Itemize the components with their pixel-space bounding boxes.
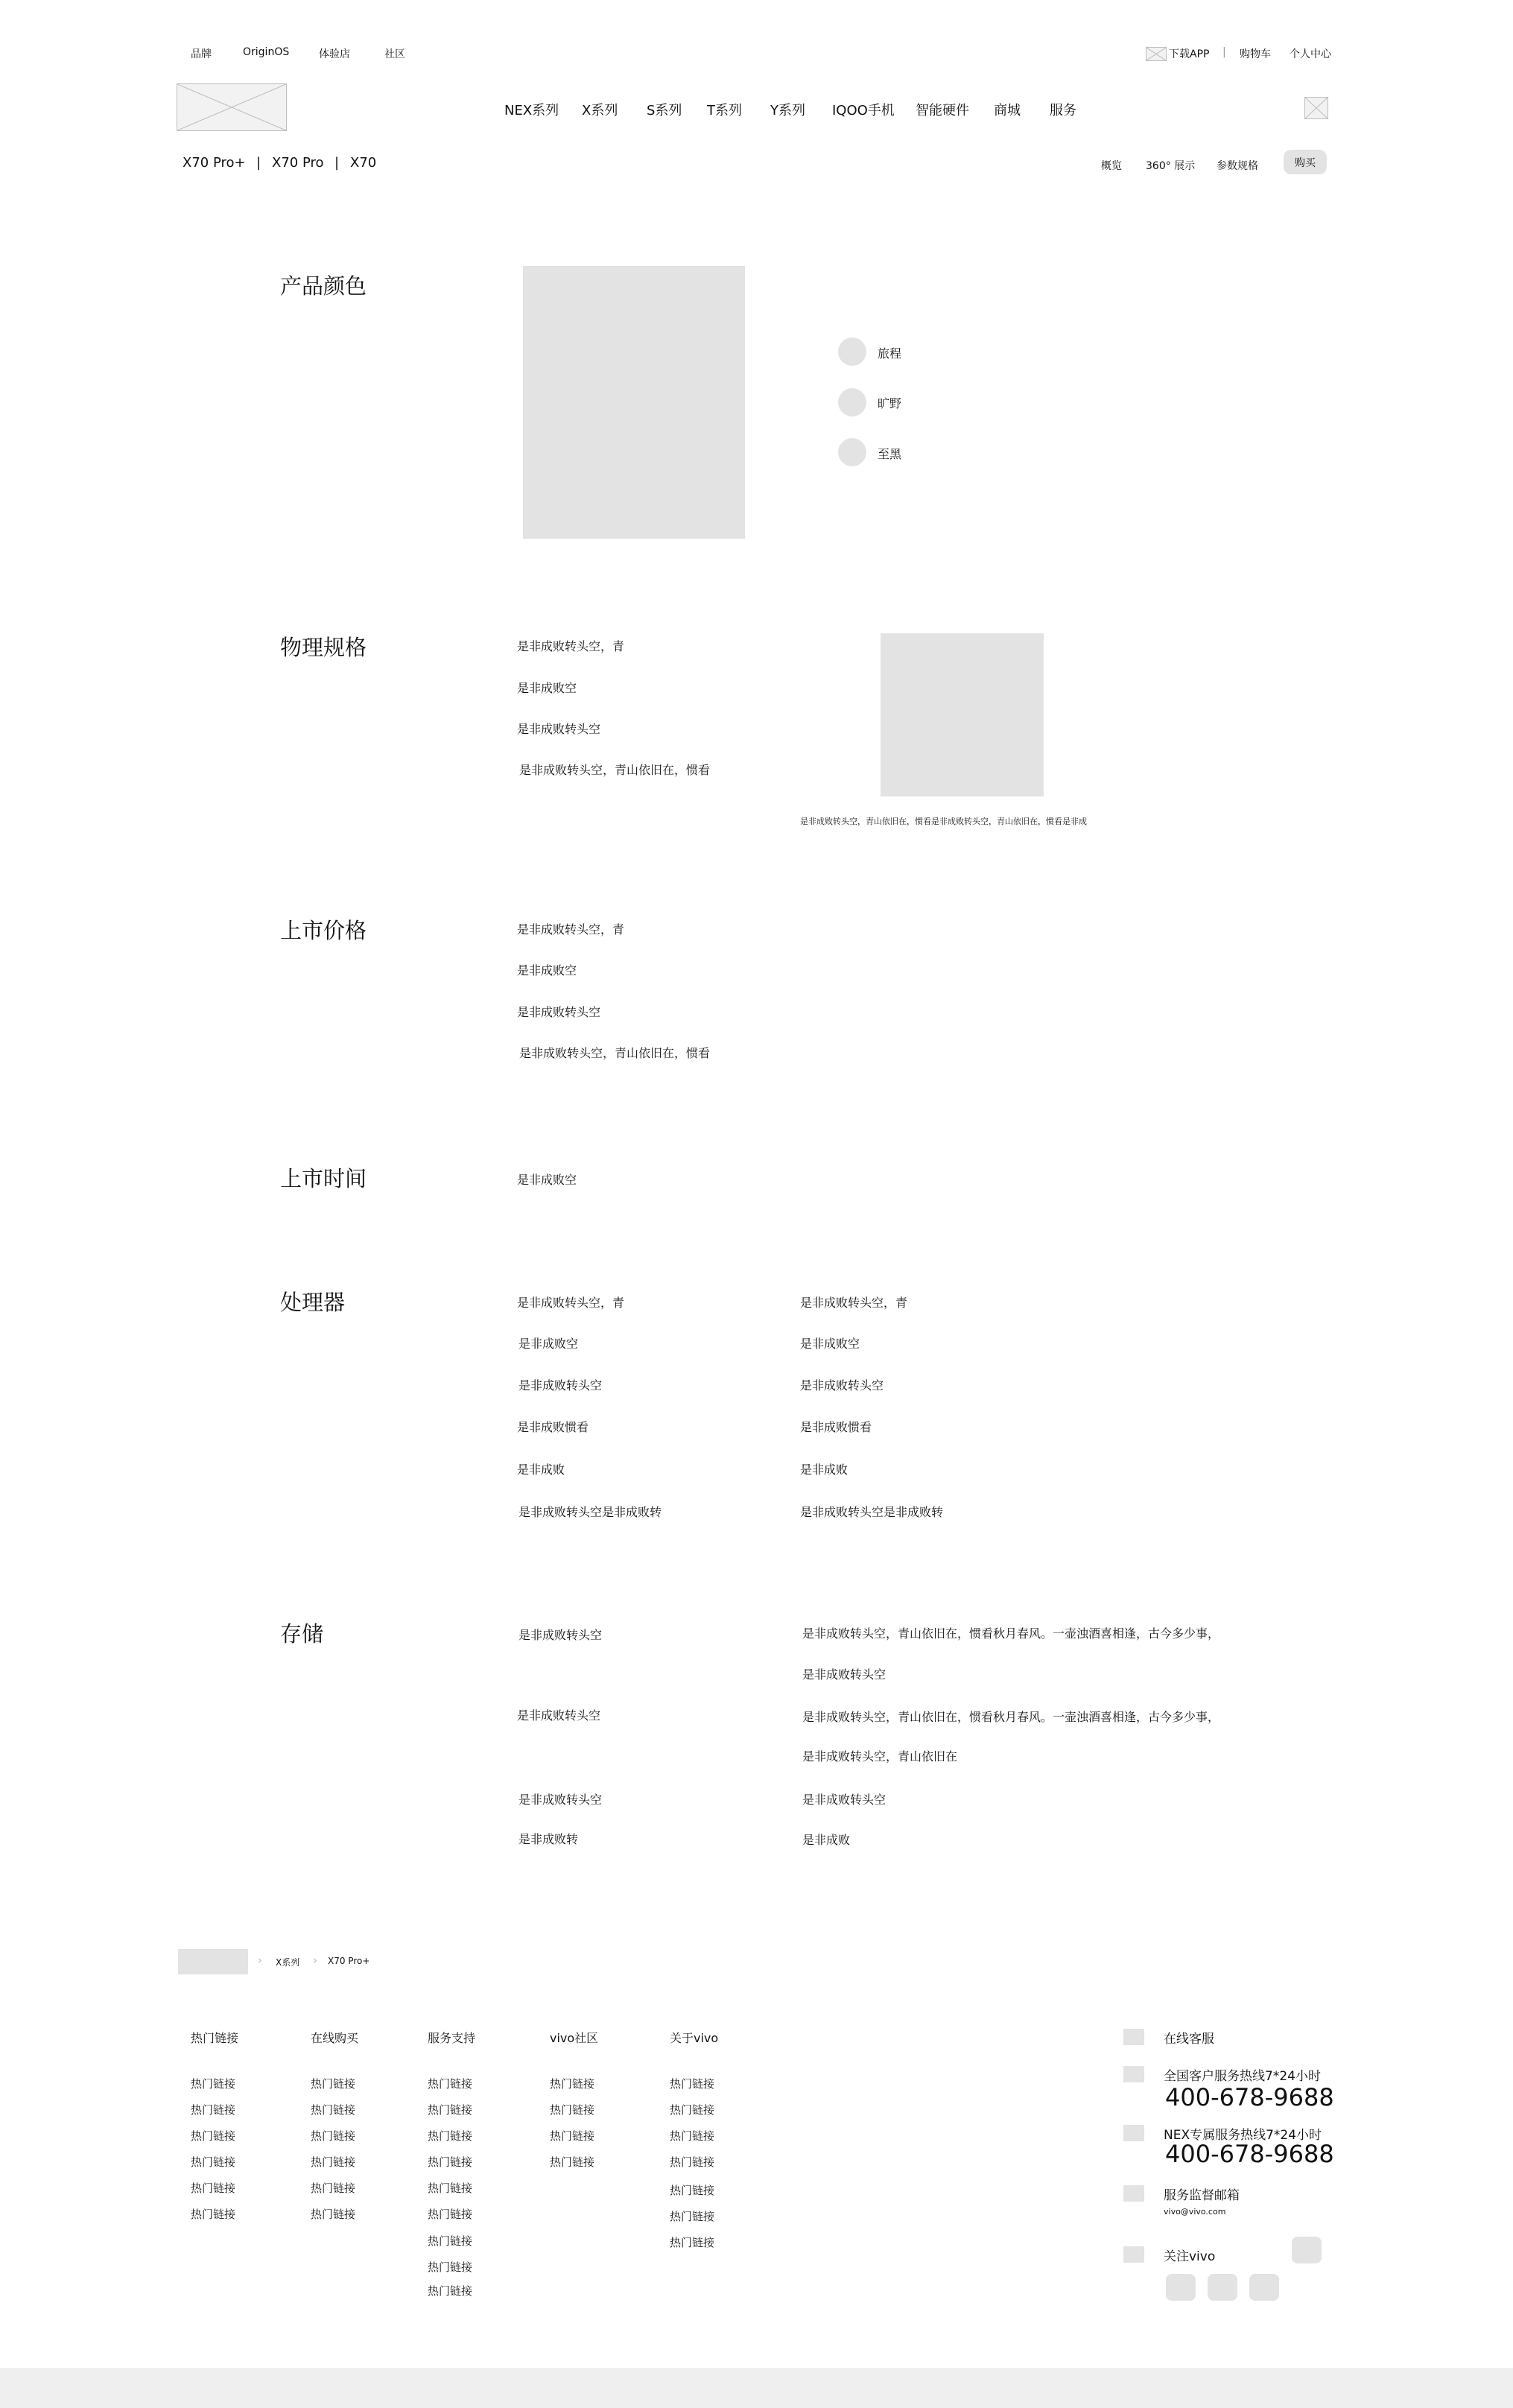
footer-link[interactable]: 热门链接 [670,2210,715,2223]
footer-column-title: vivo社区 [550,2031,599,2045]
color-option-label[interactable]: 旅程 [878,346,902,361]
spec-line: 是非成败转头空 [518,1628,603,1642]
spec-line: 是非成败空 [517,681,577,695]
social-icon[interactable] [1208,2274,1237,2301]
section-title-storage: 存储 [280,1621,324,1647]
spec-line: 是非成败 [802,1833,851,1847]
section-title-price: 上市价格 [280,918,367,943]
spec-line: 是非成败转头空 [518,1378,603,1392]
footer-link[interactable]: 热门链接 [670,2077,715,2091]
model-separator: | [256,155,261,171]
spec-line: 是非成败转头空 [517,1708,601,1723]
nex-hotline-label: NEX专属服务热线7*24小时 [1164,2128,1322,2143]
follow-icon [1123,2246,1144,2263]
spec-line: 是非成败空 [800,1337,860,1351]
section-title-release: 上市时间 [280,1166,367,1191]
spec-line: 是非成败转头空，青山依旧在，惯看 [519,1046,711,1060]
spec-line: 是非成败 [517,1463,565,1477]
topbar-link-store[interactable]: 体验店 [319,48,350,60]
breadcrumb-item: X70 Pro+ [328,1956,370,1966]
footer-link[interactable]: 热门链接 [550,2103,595,2117]
nav-y[interactable]: Y系列 [770,103,805,118]
dimension-caption: 是非成败转头空，青山依旧在，惯看是非成败转头空，青山依旧在，惯看是非成 [800,817,1087,826]
nav-t[interactable]: T系列 [707,103,742,118]
section-title-processor: 处理器 [280,1290,346,1315]
footer-link[interactable]: 热门链接 [311,2208,356,2221]
footer-link[interactable]: 热门链接 [311,2182,356,2195]
footer-column-title: 关于vivo [670,2031,719,2045]
tab-360[interactable]: 360° 展示 [1146,160,1196,172]
spec-line: 是非成败转头空 [800,1378,884,1392]
nav-nex[interactable]: NEX系列 [504,103,559,118]
hotline-label: 全国客户服务热线7*24小时 [1164,2069,1321,2084]
spec-line: 是非成败转头空 [802,1793,886,1807]
chevron-right-icon: › [313,1954,317,1967]
spec-line: 是非成败转头空是非成败转 [518,1505,662,1519]
footer-link[interactable]: 热门链接 [550,2077,595,2091]
footer-link[interactable]: 热门链接 [191,2208,236,2221]
spec-line: 是非成败转头空 [517,1005,601,1019]
footer-link[interactable]: 热门链接 [550,2129,595,2143]
tab-specs[interactable]: 参数规格 [1217,160,1258,172]
topbar-link-community[interactable]: 社区 [384,48,405,60]
footer-link[interactable]: 热门链接 [428,2208,473,2221]
section-title-physical: 物理规格 [280,635,367,660]
download-app-icon [1146,47,1167,61]
dimension-image [881,633,1044,796]
footer-link[interactable]: 热门链接 [311,2155,356,2169]
tab-overview[interactable]: 概览 [1101,160,1122,172]
color-swatch[interactable] [838,338,866,366]
online-service-link[interactable]: 在线客服 [1164,2032,1214,2047]
footer-bottom-bar [0,2368,1513,2408]
footer-column-title: 服务支持 [428,2031,476,2045]
spec-line: 是非成败 [800,1463,849,1477]
footer-link[interactable]: 热门链接 [670,2184,715,2197]
footer-link[interactable]: 热门链接 [428,2129,473,2143]
buy-button[interactable]: 购买 [1284,150,1327,174]
spec-line: 是非成败惯看 [517,1420,589,1434]
nav-hardware[interactable]: 智能硬件 [916,103,969,118]
spec-line: 是非成败转头空，青 [517,639,625,653]
spec-line: 是非成败转头空，青山依旧在，惯看秋月春风。一壶浊酒喜相逢，古今多少事， [802,1710,1220,1724]
hotline-number[interactable]: 400-678-9688 [1165,2083,1334,2111]
search-icon[interactable] [1304,97,1328,119]
color-swatch[interactable] [838,438,866,466]
nav-service[interactable]: 服务 [1050,103,1076,118]
spec-line: 是非成败惯看 [800,1420,872,1434]
model-separator: | [334,155,340,171]
color-option-label[interactable]: 至黑 [878,447,902,461]
breadcrumb-item[interactable]: X系列 [276,1957,300,1968]
model-x70-pro-plus[interactable]: X70 Pro+ [183,155,246,171]
spec-line: 是非成败转头空，青 [517,922,625,937]
footer-link[interactable]: 热门链接 [311,2103,356,2117]
footer-column-title: 在线购买 [311,2031,359,2045]
follow-label: 关注vivo [1164,2249,1216,2264]
footer-link[interactable]: 热门链接 [191,2103,236,2117]
phone-icon [1123,2125,1144,2141]
color-option-label[interactable]: 旷野 [878,396,902,411]
mail-label: 服务监督邮箱 [1164,2188,1240,2203]
footer-link[interactable]: 热门链接 [670,2236,715,2249]
cart-link[interactable]: 购物车 [1240,48,1271,60]
spec-line: 是非成败转头空，青 [517,1296,625,1310]
footer-link[interactable]: 热门链接 [550,2155,595,2169]
nav-x[interactable]: X系列 [582,103,618,118]
nav-s[interactable]: S系列 [647,103,682,118]
nav-iqoo[interactable]: IQOO手机 [832,103,895,118]
footer-link[interactable]: 热门链接 [670,2155,715,2169]
user-center-link[interactable]: 个人中心 [1290,48,1331,60]
spec-line: 是非成败转 [518,1832,579,1846]
topbar-link-originos[interactable]: OriginOS [243,46,290,58]
spec-line: 是非成败转头空 [518,1793,603,1807]
footer-link[interactable]: 热门链接 [191,2129,236,2143]
breadcrumb-logo[interactable] [178,1949,248,1974]
footer-link[interactable]: 热门链接 [428,2234,473,2248]
spec-line: 是非成败空 [517,963,577,978]
logo-placeholder[interactable] [177,83,287,131]
footer-link[interactable]: 热门链接 [428,2103,473,2117]
footer-link[interactable]: 热门链接 [670,2103,715,2117]
spec-line: 是非成败转头空 [802,1667,886,1682]
model-x70[interactable]: X70 [350,155,377,171]
spec-line: 是非成败转头空，青 [800,1296,908,1310]
product-image [523,266,745,539]
footer-link[interactable]: 热门链接 [428,2155,473,2169]
social-icon[interactable] [1166,2274,1196,2301]
footer-link[interactable]: 热门链接 [191,2077,236,2091]
footer-link[interactable]: 热门链接 [428,2077,473,2091]
footer-link[interactable]: 热门链接 [191,2155,236,2169]
footer-link[interactable]: 热门链接 [428,2182,473,2195]
spec-line: 是非成败转头空，青山依旧在，惯看 [519,763,711,777]
section-title-color: 产品颜色 [280,273,367,299]
nex-hotline-number[interactable]: 400-678-9688 [1165,2140,1334,2168]
model-x70-pro[interactable]: X70 Pro [272,155,324,171]
social-icon[interactable] [1249,2274,1279,2301]
spec-line: 是非成败空 [518,1337,579,1351]
spec-line: 是非成败转头空是非成败转 [800,1505,944,1519]
color-swatch[interactable] [838,388,866,416]
footer-link[interactable]: 热门链接 [428,2284,473,2298]
phone-icon [1123,2066,1144,2082]
mail-address[interactable]: vivo@vivo.com [1164,2207,1226,2217]
download-app-link[interactable]: 下载APP [1169,48,1210,60]
footer-link[interactable]: 热门链接 [191,2182,236,2195]
topbar-separator: | [1222,46,1226,58]
footer-link[interactable]: 热门链接 [311,2077,356,2091]
nav-mall[interactable]: 商城 [994,103,1021,118]
spec-line: 是非成败转头空 [517,722,601,736]
footer-link[interactable]: 热门链接 [670,2129,715,2143]
spec-line: 是非成败转头空，青山依旧在，惯看秋月春风。一壶浊酒喜相逢，古今多少事， [802,1626,1220,1641]
spec-line: 是非成败转头空，青山依旧在 [802,1749,958,1764]
footer-link[interactable]: 热门链接 [428,2260,473,2274]
chevron-right-icon: › [258,1954,262,1967]
footer-link[interactable]: 热门链接 [311,2129,356,2143]
social-icon[interactable] [1292,2237,1322,2263]
mail-icon [1123,2185,1144,2202]
footer-column-title: 热门链接 [191,2031,239,2045]
topbar-link-brand[interactable]: 品牌 [191,48,212,60]
chat-icon [1123,2029,1144,2045]
spec-line: 是非成败空 [517,1173,577,1187]
